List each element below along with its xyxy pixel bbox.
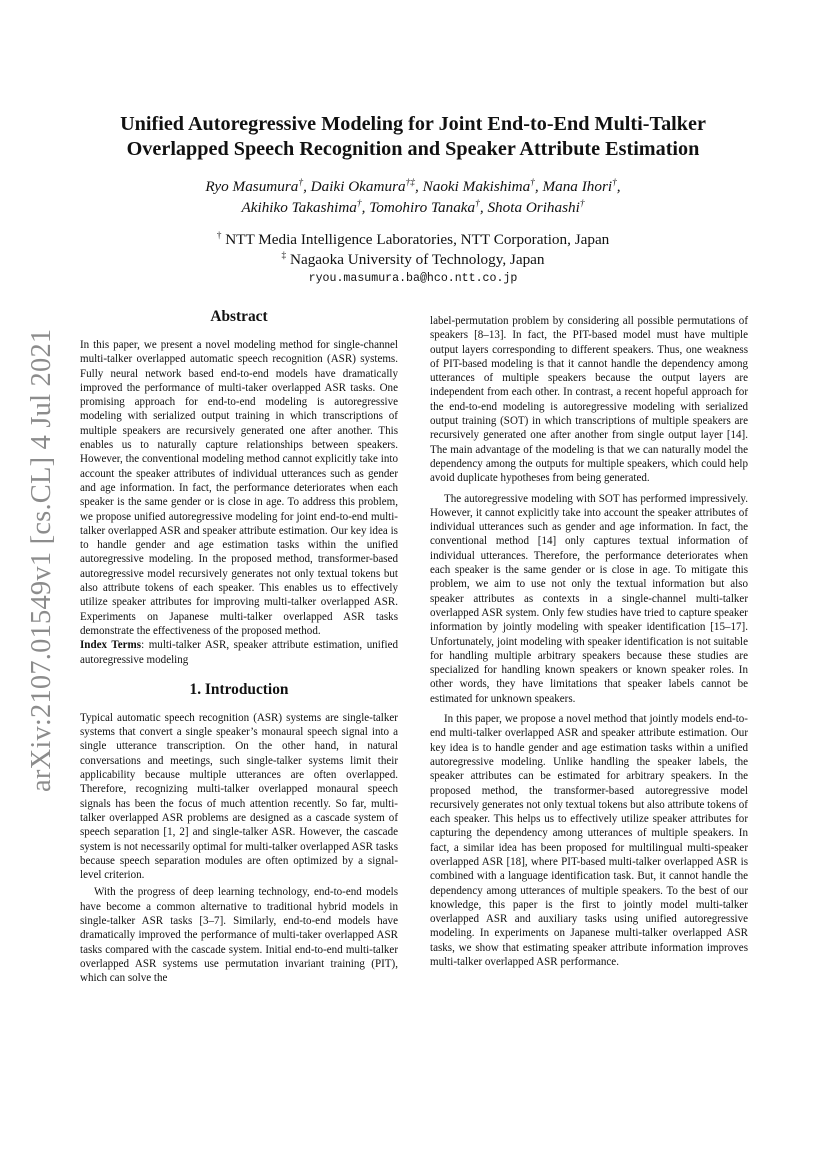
introduction-heading: 1. Introduction [189,680,289,698]
arxiv-identifier: arXiv:2107.01549v1 [cs.CL] 4 Jul 2021 [26,328,57,792]
affiliation-text: NTT Media Intelligence Laboratories, NTT Corporation, Japan [221,231,610,248]
intro-paragraph-3: The autoregressive modeling with SOT has performed impressively. However, it cannot explicitly take into account the speaker attributes of individual utterances such as gender and age information. In fact, the conventional method [14] only captures textual information of individual utterances. Therefore, the performance deteriorates when each speaker is the same gender or is close in age. To mitigate this problem, we aim to use not only the textual information but also speaker attributes as contexts in a single-channel multi-talker overlapped ASR system. Only few studies have tried to capture speaker information by jointly modeling with speaker identification [15–17]. Unfortunately, joint modeling with speaker identification is not suitable for handling multiple arbitrary speakers because these studies are specialized for handling known speakers or known speaker roles. In other words, they have limitations that speaker labels cannot be estimated for unknown speakers. [430,492,748,705]
affiliation-1 [100,230,726,250]
author-list: Ryo Masumura†, Daiki Okamura†‡, Naoki Makishima†, Mana Ihori†, Akihiko Takashima†, Tomohiro Tanaka†, Shota Orihashi† [205,177,621,216]
affiliation-mark: ‡ [281,250,287,261]
author-name: Tomohiro Tanaka [369,199,476,216]
affiliation-mark: † [298,177,304,188]
index-terms [80,638,398,667]
intro-paragraph-2: With the progress of deep learning technology, end-to-end models have become a common alternative to traditional hybrid models in single-talker ASR tasks [3–7]. Similarly, end-to-end models have dramatically improved the performance of multi-taker overlapped ASR tasks compared with the cascade system. Initial end-to-end multi-talker overlapped ASR systems use permutation invariant training (PIT), which can solve the [80,886,398,985]
affiliation-mark: † [612,177,617,188]
intro-paragraph-4: In this paper, we propose a novel method that jointly models end-to-end multi-talker overlapped ASR and speaker attribute estimation. Our key idea is to handle gender and age estimation tasks within a unified autoregressive modeling. Unlike handling the speaker labels, the speaker attributes can be estimated for arbitrary speakers. In the proposed method, the transformer-based autoregressive model recursively generates not only textual tokens but also attribute tokens of each speaker. This helps us to effectively utilize speaker attributes for capturing the dependency among utterances of multiple speakers. In fact, a similar idea has been proposed for multilingual multi-speaker overlapped ASR [18], where PIT-based multi-talker overlapped ASR is combined with a language identification task. But, it cannot handle the dependency among utterances of multiple speakers. To the best of our knowledge, this paper is the first to jointly model multi-talker overlapped ASR and auxiliary tasks using unified autoregressive modeling. In experiments on Japanese multi-talker overlapped ASR tasks, we show that estimating speaker attribute information improves multi-talker overlapped ASR performance. [430,713,748,969]
author-name: Shota Orihashi [487,199,580,216]
title-line-1: Unified Autoregressive Modeling for Joint End-to-End Multi-Talker [120,113,706,135]
intro-paragraph-1: Typical automatic speech recognition (ASR) systems are single-talker systems that convert a single speaker’s monaural speech signal into a single utterance transcription. On the other hand, in natural conversations and meetings, such single-talker systems limit their applicability because multiple utterances are often overlapped. Therefore, recognizing multi-talker overlapped monaural speech signals has been the focus of much attention recently. So far, multi-talker overlapped ASR problems are designed as a cascade system of speech separation [1, 2] and single-talker ASR. However, the cascade system is not necessarily optimal for multi-talker overlapped ASR tasks because speech separation modules are often optimized by a signal-level criterion. [80,711,398,882]
author-name: Mana Ihori [542,178,613,195]
right-column [430,314,748,969]
affiliation-mark: † [530,177,535,188]
author-name: Naoki Makishima [422,178,531,195]
left-column [80,308,398,985]
affiliation-mark: † [579,198,585,209]
index-terms-text: : multi-talker ASR, speaker attribute estimation, unified autoregressive modeling [80,639,398,666]
abstract-heading: Abstract [210,308,268,325]
paper-title [100,112,726,162]
title-line-2: Overlapped Speech Recognition and Speaker Attribute Estimation [126,138,700,160]
affiliation-mark: †‡ [405,177,415,188]
affiliation-mark: † [216,230,222,241]
affiliation-mark: † [356,198,362,209]
index-terms-label: Index Terms [80,639,142,652]
author-name: Akihiko Takashima [241,199,357,216]
author-name: Daiki Okamura [310,178,406,195]
intro-paragraph-2-continued: label-permutation problem by considering all possible permutations of speakers [8–13]. In fact, the PIT-based model must have multiple output layers corresponding to different speakers. Thus, one weakness of PIT-based modeling is that it cannot handle the dependency among utterances of multiple speakers because the output layers are independent from each other. In contrast, a recent hopeful approach for the end-to-end modeling is autoregressive modeling with serialized output training (SOT) in which transcriptions of multiple speakers are recursively generated one after another from single output layer [14]. The main advantage of the modeling is that we can naturally model the dependency among the outputs for multiple speakers, which could help avoid duplicate hypotheses from being generated. [430,315,748,485]
affiliation-mark: † [475,198,480,209]
abstract-body: In this paper, we present a novel modeling method for single-channel multi-talker overlapped automatic speech recognition (ASR) systems. Fully neural network based end-to-end models have dramatically improved the performance of multi-taker overlapped ASR tasks. One promising approach for end-to-end modeling is autoregressive modeling with serialized output training in which transcriptions of multiple speakers are recursively generated one after another. This enables us to naturally capture relationships between speakers. However, the conventional modeling method cannot explicitly take into account the speaker attributes of individual utterances such as gender and age information. In fact, the performance deteriorates when each speaker is the same gender or is close in age. To address this problem, we propose unified autoregressive modeling for joint end-to-end multi-talker overlapped ASR and speaker attribute estimation. Our key idea is to handle gender and age estimation tasks within the unified autoregressive modeling. In the proposed method, transformer-based autoregressive model recursively generates not only textual tokens but also attribute tokens of each speaker. This enables us to effectively utilize speaker attributes for improving multi-talker overlapped ASR. Experiments on Japanese multi-talker overlapped ASR tasks demonstrate the effectiveness of the proposed method. [80,339,398,637]
affiliation-block [100,230,726,289]
affiliation-2 [100,250,726,270]
author-name: Ryo Masumura [205,178,299,195]
contact-email[interactable]: ryou.masumura.ba@hco.ntt.co.jp [308,272,518,285]
affiliation-text: Nagaoka University of Technology, Japan [286,250,545,268]
